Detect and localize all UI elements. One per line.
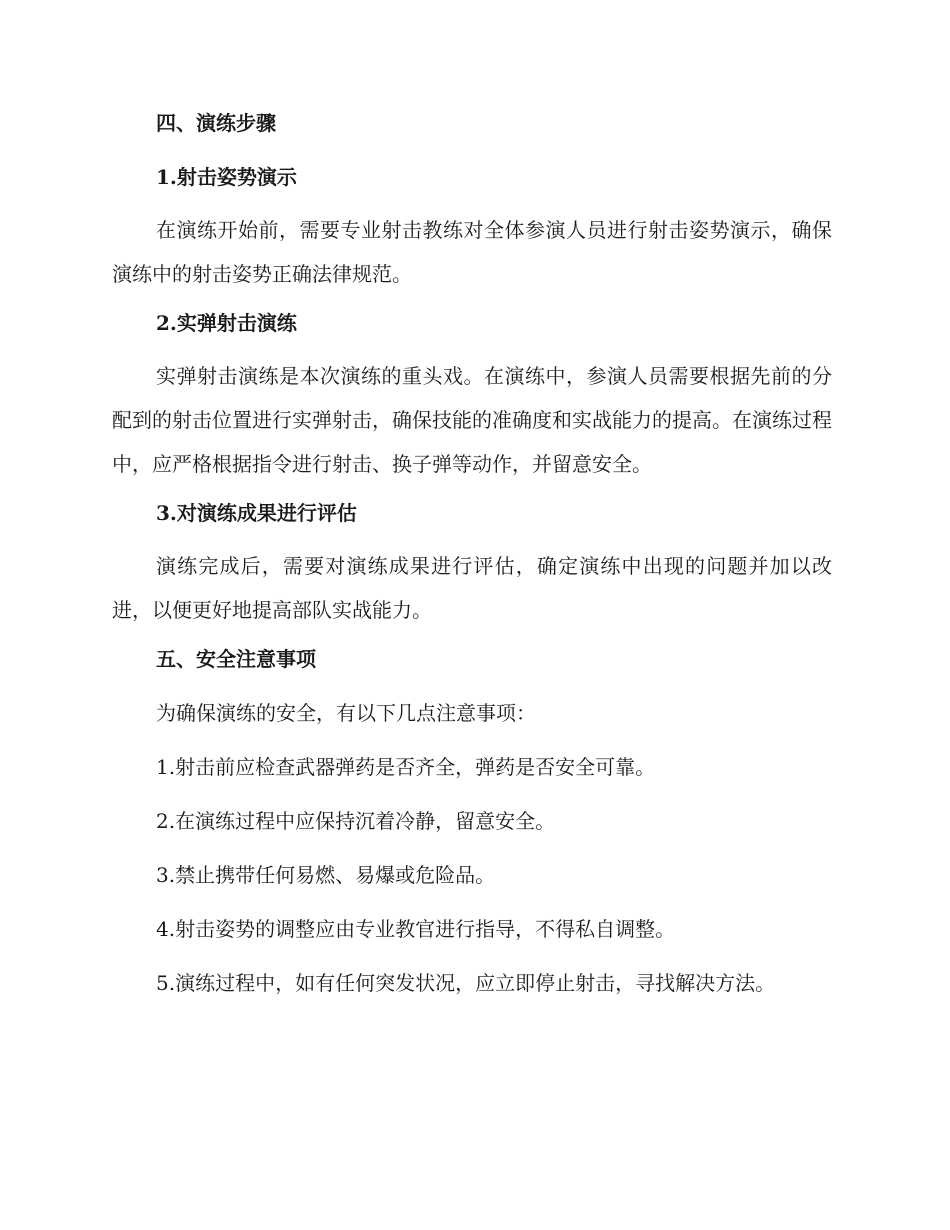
paragraph-step-3: 演练完成后，需要对演练成果进行评估，确定演练中出现的问题并加以改进，以便更好地提高部队实战能力。 xyxy=(112,554,832,622)
subheading-step-1: 1.射击姿势演示 xyxy=(156,165,297,189)
list-item: 2.在演练过程中应保持沉着冷静，留意安全。 xyxy=(156,809,556,833)
paragraph-step-1: 在演练开始前，需要专业射击教练对全体参演人员进行射击姿势演示，确保演练中的射击姿势正确法律规范。 xyxy=(112,218,832,286)
section-heading-steps: 四、演练步骤 xyxy=(156,111,276,135)
list-item: 5.演练过程中，如有任何突发状况，应立即停止射击，寻找解决方法。 xyxy=(156,971,776,995)
list-item: 4.射击姿势的调整应由专业教官进行指导，不得私自调整。 xyxy=(156,917,676,941)
section-heading-safety: 五、安全注意事项 xyxy=(156,647,316,671)
subheading-step-2: 2.实弹射击演练 xyxy=(156,311,297,335)
paragraph-step-2: 实弹射击演练是本次演练的重头戏。在演练中，参演人员需要根据先前的分配到的射击位置进行实弹射击，确保技能的准确度和实战能力的提高。在演练过程中，应严格根据指令进行射击、换子弹等动作，并留意安全。 xyxy=(112,364,832,476)
document-body xyxy=(112,108,832,1022)
list-item: 1.射击前应检查武器弹药是否齐全，弹药是否安全可靠。 xyxy=(156,755,656,779)
list-item: 3.禁止携带任何易燃、易爆或危险品。 xyxy=(156,863,496,887)
safety-intro: 为确保演练的安全，有以下几点注意事项： xyxy=(156,701,536,725)
subheading-step-3: 3.对演练成果进行评估 xyxy=(156,501,357,525)
